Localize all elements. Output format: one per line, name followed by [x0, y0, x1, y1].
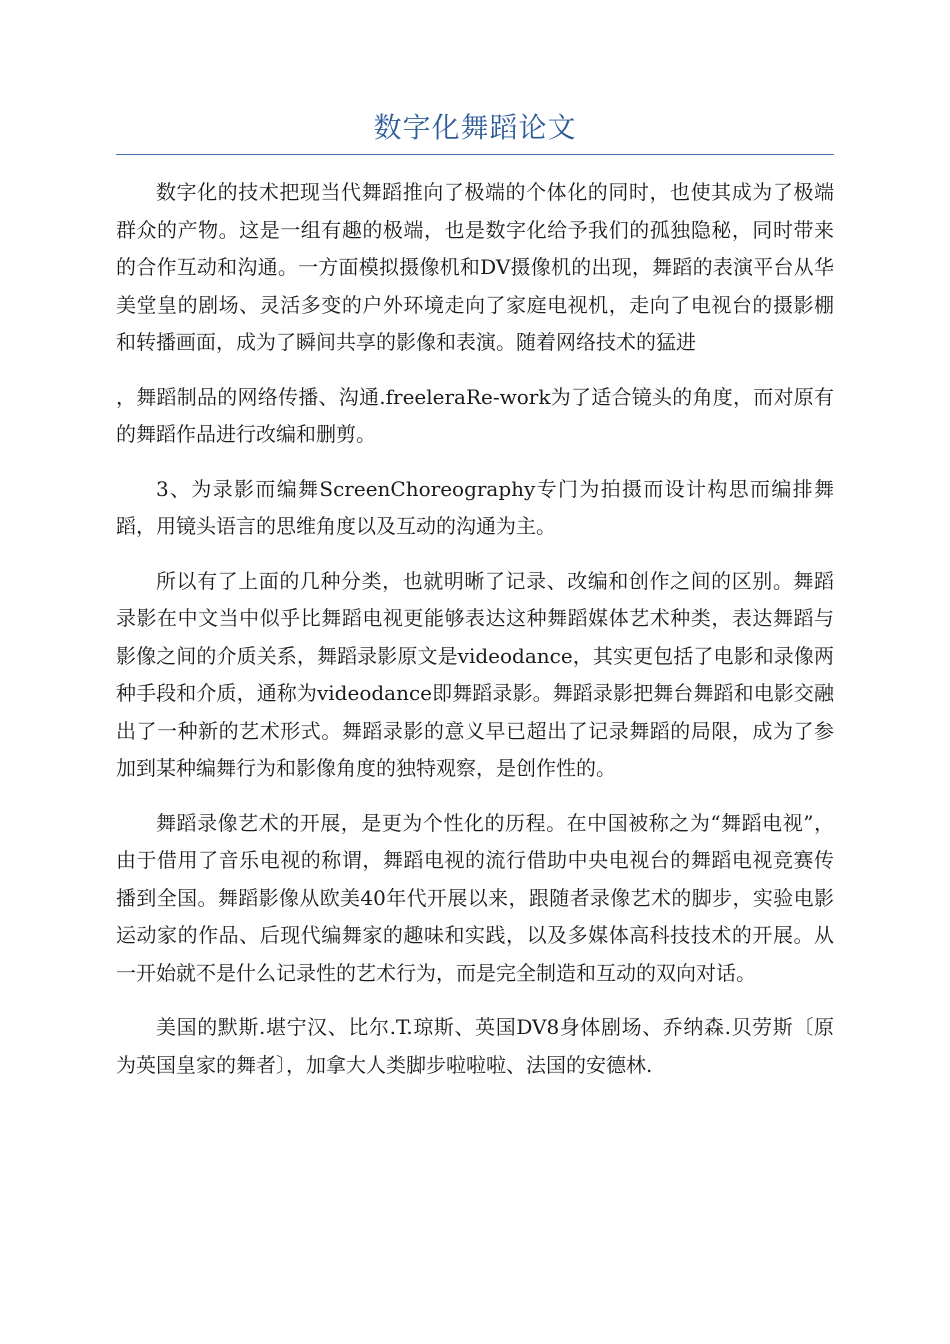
paragraph-5: 舞蹈录像艺术的开展，是更为个性化的历程。在中国被称之为“舞蹈电视”，由于借用了音乐电视的称谓，舞蹈电视的流行借助中央电视台的舞蹈电视竞赛传播到全国。舞蹈影像从欧美40年代开展以来，跟随者录像艺术的脚步，实验电影运动家的作品、后现代编舞家的趣味和实践，以及多媒体高科技技术的开展。从一开始就不是什么记录性的艺术行为，而是完全制造和互动的双向对话。 — [116, 810, 834, 985]
title-underline — [116, 154, 834, 155]
document-title: 数字化舞蹈论文 — [373, 111, 577, 144]
paragraph-6: 美国的默斯.堪宁汉、比尔.T.琼斯、英国DV8身体剧场、乔纳森.贝劳斯〔原为英国皇家的舞者〕，加拿大人类脚步啦啦啦、法国的安德林. — [116, 1015, 834, 1077]
paragraph-4: 所以有了上面的几种分类，也就明晰了记录、改编和创作之间的区别。舞蹈录影在中文当中似乎比舞蹈电视更能够表达这种舞蹈媒体艺术种类，表达舞蹈与影像之间的介质关系，舞蹈录影原文是videodance，其实更包括了电影和录像两种手段和介质，通称为videodance即舞蹈录影。舞蹈录影把舞台舞蹈和电影交融出了一种新的艺术形式。舞蹈录影的意义早已超出了记录舞蹈的局限，成为了参加到某种编舞行为和影像角度的独特观察，是创作性的。 — [116, 568, 834, 780]
paragraph-2: ，舞蹈制品的网络传播、沟通.freeleraRe-work为了适合镜头的角度，而对原有的舞蹈作品进行改编和删剪。 — [116, 384, 834, 446]
paragraph-1: 数字化的技术把现当代舞蹈推向了极端的个体化的同时，也使其成为了极端群众的产物。这是一组有趣的极端，也是数字化给予我们的孤独隐秘，同时带来的合作互动和沟通。一方面模拟摄像机和DV摄像机的出现，舞蹈的表演平台从华美堂皇的剧场、灵活多变的户外环境走向了家庭电视机，走向了电视台的摄影棚和转播画面，成为了瞬间共享的影像和表演。随着网络技术的猛进 — [116, 180, 834, 354]
document-body — [116, 174, 834, 1101]
paragraph-3: 3、为录影而编舞ScreenChoreography专门为拍摄而设计构思而编排舞蹈，用镜头语言的思维角度以及互动的沟通为主。 — [116, 476, 834, 538]
